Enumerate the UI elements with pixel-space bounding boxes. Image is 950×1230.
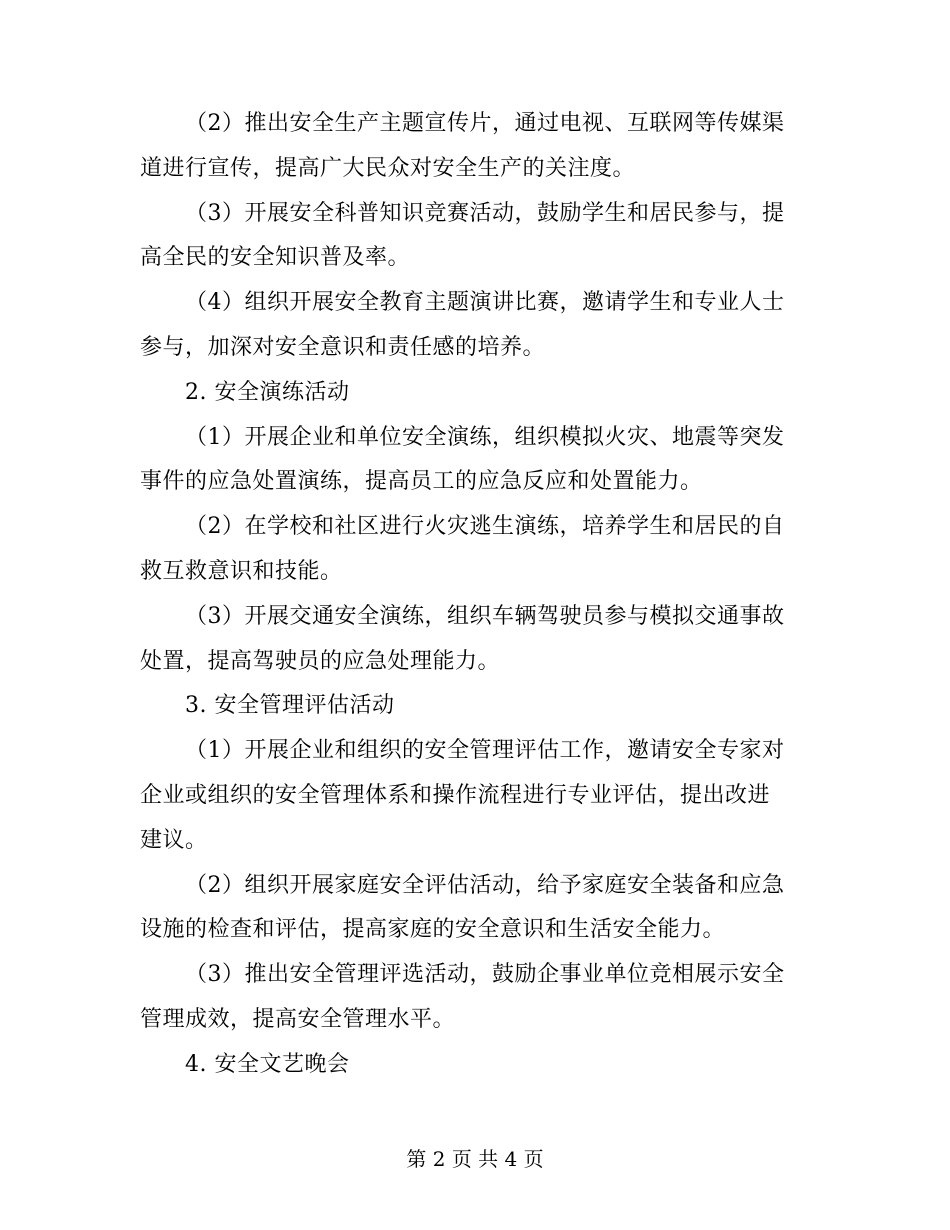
page-number-footer: 第 2 页 共 4 页 <box>406 1147 544 1171</box>
text-line-19: 设施的检查和评估，提高家庭的安全意识和生活安全能力。 <box>140 917 726 943</box>
text-line-5: （4）组织开展安全教育主题演讲比赛，邀请学生和专业人士 <box>185 290 785 316</box>
section-heading-2: 2. 安全演练活动 <box>185 379 350 405</box>
text-line-10: （2）在学校和社区进行火灾逃生演练，培养学生和居民的自 <box>185 514 785 540</box>
text-line-1: （2）推出安全生产主题宣传片，通过电视、互联网等传媒渠 <box>185 111 785 136</box>
text-line-6: 参与，加深对安全意识和责任感的培养。 <box>140 334 546 360</box>
text-line-2: 道进行宣传，提高广大民众对安全生产的关注度。 <box>140 155 636 181</box>
text-line-12: （3）开展交通安全演练，组织车辆驾驶员参与模拟交通事故 <box>185 603 785 629</box>
text-line-4: 高全民的安全知识普及率。 <box>140 245 411 271</box>
text-line-8: （1）开展企业和单位安全演练，组织模拟火灾、地震等突发 <box>185 424 785 450</box>
text-line-15: （1）开展企业和组织的安全管理评估工作，邀请安全专家对 <box>185 738 785 764</box>
text-line-3: （3）开展安全科普知识竞赛活动，鼓励学生和居民参与，提 <box>185 200 785 226</box>
document-body <box>140 102 810 1088</box>
section-heading-3: 3. 安全管理评估活动 <box>185 693 395 719</box>
text-line-21: 管理成效，提高安全管理水平。 <box>140 1006 456 1032</box>
text-line-20: （3）推出安全管理评选活动，鼓励企事业单位竞相展示安全 <box>185 962 785 988</box>
text-line-17: 建议。 <box>140 827 208 853</box>
text-line-18: （2）组织开展家庭安全评估活动，给予家庭安全装备和应急 <box>185 872 785 898</box>
text-line-13: 处置，提高驾驶员的应急处理能力。 <box>140 648 501 674</box>
text-line-9: 事件的应急处置演练，提高员工的应急反应和处置能力。 <box>140 469 703 495</box>
section-heading-4: 4. 安全文艺晚会 <box>185 1051 350 1077</box>
text-line-11: 救互救意识和技能。 <box>140 558 343 584</box>
text-line-16: 企业或组织的安全管理体系和操作流程进行专业评估，提出改进 <box>140 782 771 808</box>
